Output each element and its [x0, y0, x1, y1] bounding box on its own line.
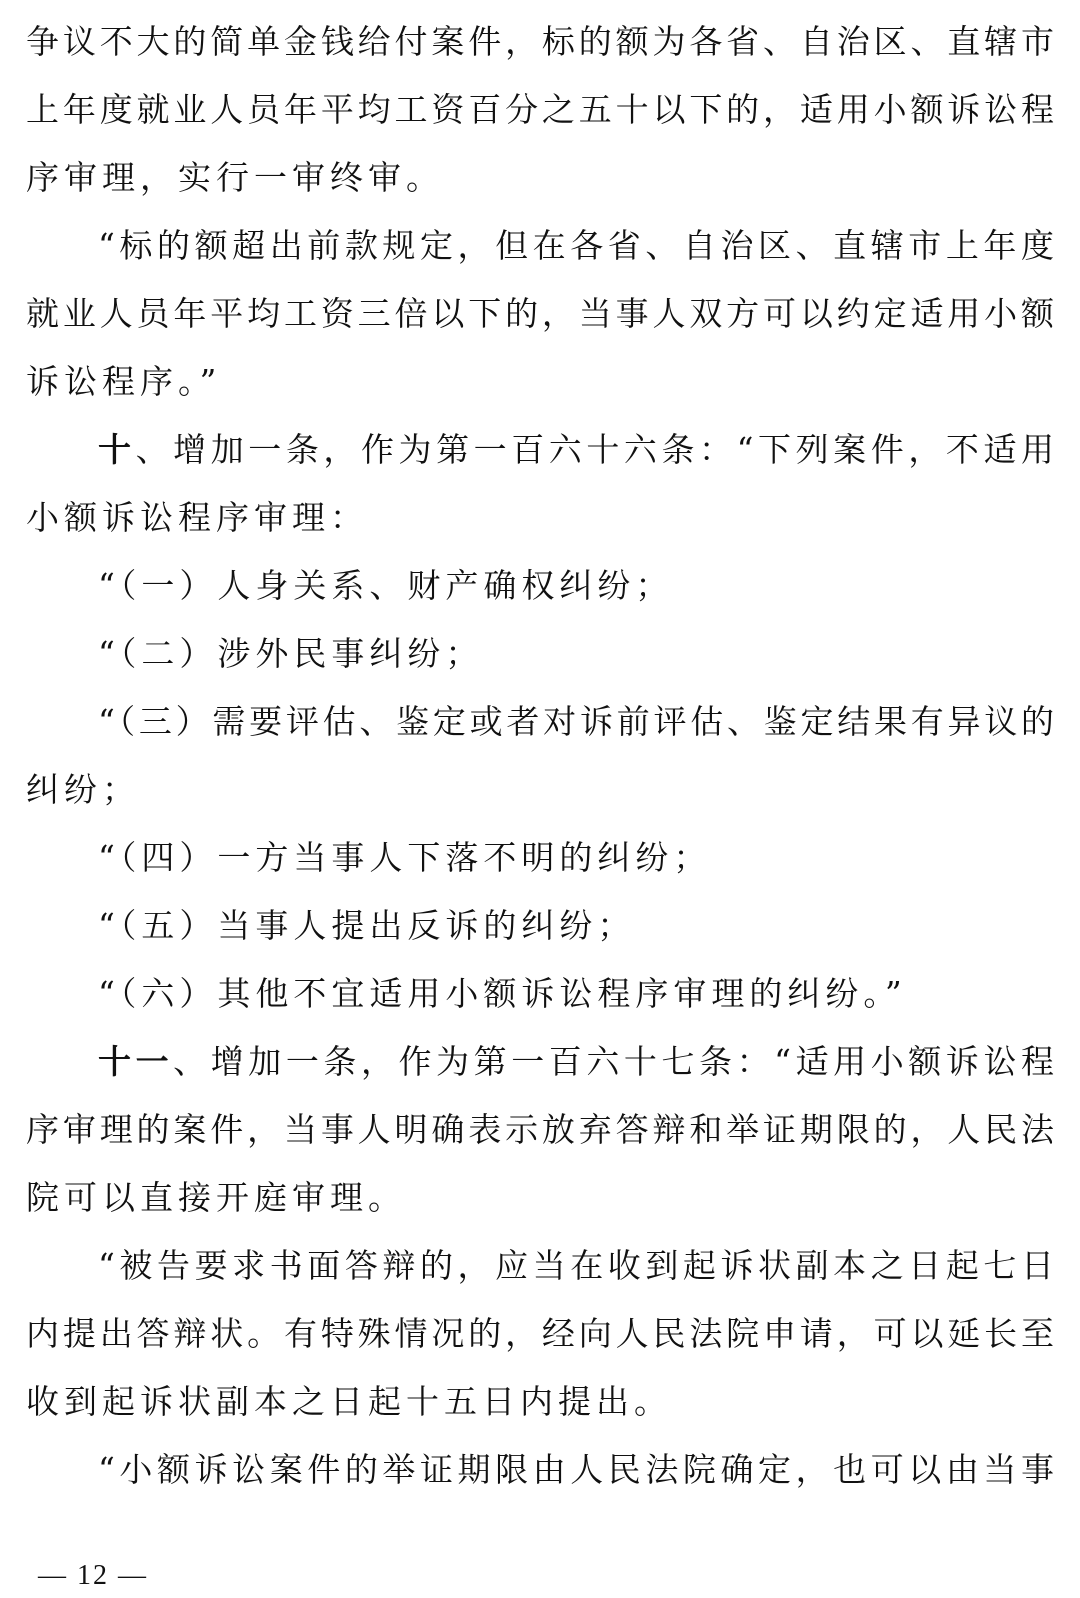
text-line-15: “（六）其他不宜适用小额诉讼程序审理的纠纷。” — [98, 974, 907, 1013]
text-line-4: “标的额超出前款规定，但在各省、自治区、直辖市上年度 — [98, 226, 1054, 265]
text-line-22: “小额诉讼案件的举证期限由人民法院确定，也可以由当事 — [98, 1450, 1054, 1489]
text-line-16: 十一、增加一条，作为第一百六十七条：“适用小额诉讼程 — [98, 1042, 1055, 1081]
article-heading-10: 十 — [98, 430, 136, 469]
text-line-3: 序审理，实行一审终审。 — [26, 158, 444, 197]
document-page — [26, 0, 1054, 1598]
text-line-13: “（四）一方当事人下落不明的纠纷； — [98, 838, 712, 877]
text-line-10: “（二）涉外民事纠纷； — [98, 634, 484, 673]
text-line-2: 上年度就业人员年平均工资百分之五十以下的，适用小额诉讼程 — [26, 90, 1054, 129]
text-line-1: 争议不大的简单金钱给付案件，标的额为各省、自治区、直辖市 — [26, 22, 1054, 61]
text-line-21: 收到起诉状副本之日起十五日内提出。 — [26, 1382, 672, 1421]
text-line-9: “（一）人身关系、财产确权纠纷； — [98, 566, 674, 605]
text-line-20: 内提出答辩状。有特殊情况的，经向人民法院申请，可以延长至 — [26, 1314, 1054, 1353]
text-line-6: 诉讼程序。” — [26, 362, 222, 401]
text-line-5: 就业人员年平均工资三倍以下的，当事人双方可以约定适用小额 — [26, 294, 1054, 333]
text-line-18: 院可以直接开庭审理。 — [26, 1178, 406, 1217]
text-line-11: “（三）需要评估、鉴定或者对诉前评估、鉴定结果有异议的 — [98, 702, 1054, 741]
text-line-17: 序审理的案件，当事人明确表示放弃答辩和举证期限的，人民法 — [26, 1110, 1054, 1149]
text-line-14: “（五）当事人提出反诉的纠纷； — [98, 906, 636, 945]
page-number: — 12 — — [38, 1560, 148, 1591]
text-line-7: 十、增加一条，作为第一百六十六条：“下列案件，不适用 — [98, 430, 1055, 469]
article-heading-11: 十一 — [98, 1042, 174, 1081]
text-line-19: “被告要求书面答辩的，应当在收到起诉状副本之日起七日 — [98, 1246, 1054, 1285]
text-line-8: 小额诉讼程序审理： — [26, 498, 368, 537]
text-line-12: 纠纷； — [26, 770, 140, 809]
